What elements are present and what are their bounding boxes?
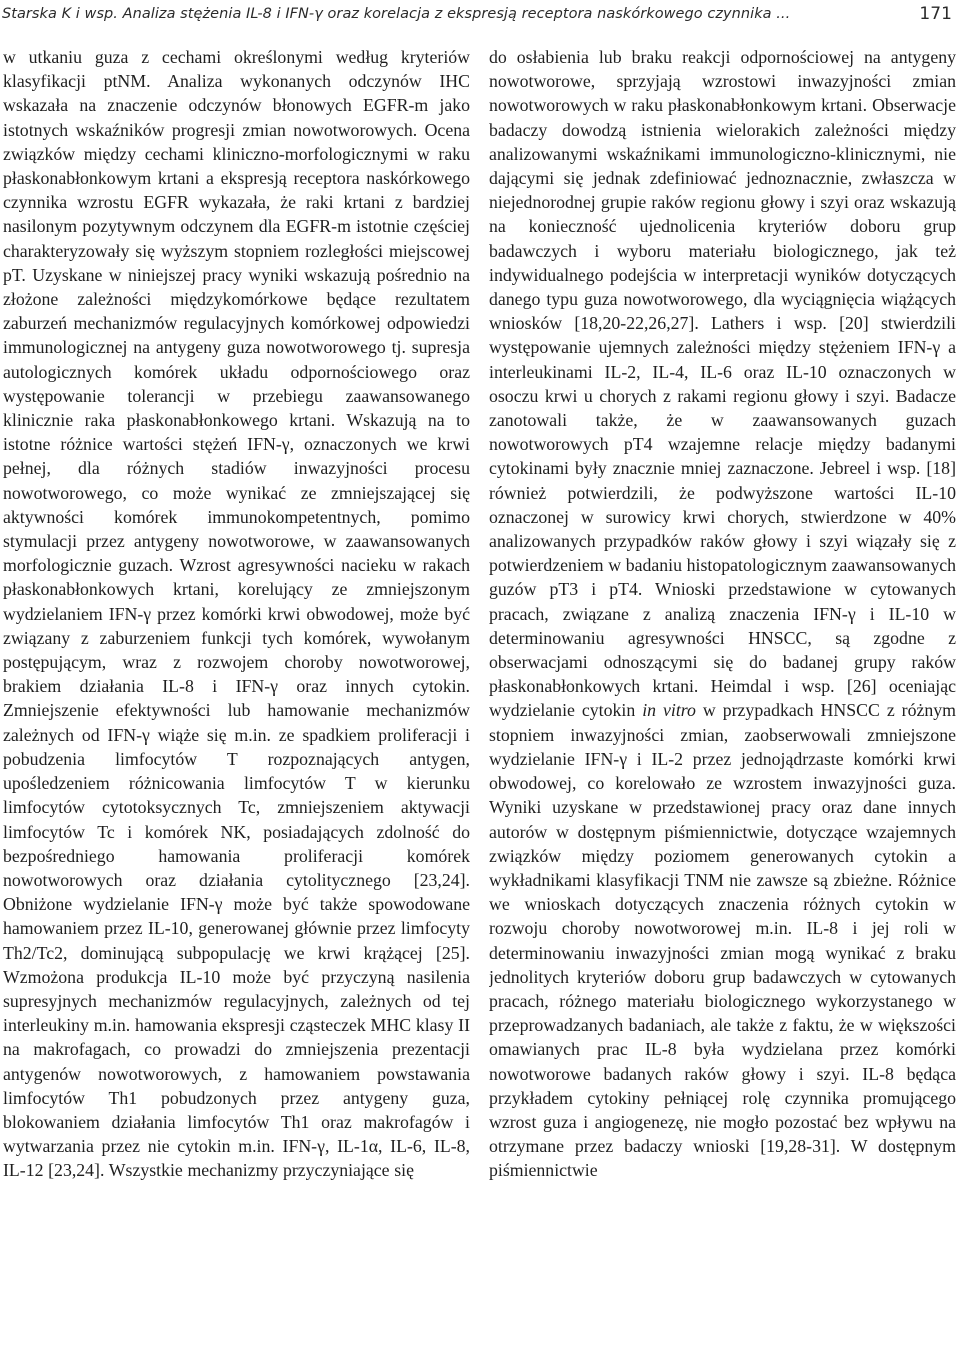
page-number: 171 — [919, 4, 952, 24]
italic-in-vitro: in vitro — [642, 700, 696, 721]
left-column — [3, 45, 470, 1367]
right-text-part-1: do osłabienia lub braku reakcji odpornościowej na antygeny nowotworowe, sprzyjają wzrostowi inwazyjności zmian nowotworowych w raku płaskonabłonkowym krtani. Obserwacje badaczy dowodzą istnienia wielorakich zależności między analizowanymi wskaźnikami immunologiczno-klinicznymi, nie dającymi się jednak zdefiniować jednoznacznie, zwłaszcza w niejednorodnej grupie raków regionu głowy i szyi oraz wskazują na konieczność ujednolicenia kryteriów doboru grup badawczych i wyboru materiału biologicznego, jak też indywidualnego podejścia w interpretacji wyników dotyczących danego typu guza nowotworowego, dla wyciągnięcia wiążących wniosków [18,20-22,26,27]. Lathers i wsp. [20] stwierdzili występowanie ujemnych zależności między stężeniem IFN-γ a interleukinami IL-2, IL-4, IL-6 oraz IL-10 oznaczonych w osoczu krwi u chorych z rakami regionu głowy i szyi. Badacze zanotowali także, że w zaawansowanych guzach nowotworowych pT4 wzajemne relacje między badanymi cytokinami były znacznie mniej zaznaczone. Jebreel i wsp. [18] również potwierdzili, że podwyższone wartości IL-10 oznaczonej w surowicy krwi chorych, stwierdzone w 40% analizowanych przypadków raków głowy i szyi wiązały się z potwierdzeniem w badaniu histopatologicznym zaawansowanych guzów pT3 i pT4. Wnioski przedstawione w cytowanych pracach, związane z analizą znaczenia IFN-γ i IL-10 w determinowaniu agresywności HNSCC, są zgodne z obserwacjami odnoszącymi się do badanej grupy raków płaskonabłonkowych krtani. Heimdal i wsp. [26] oceniając wydzielanie cytokin — [489, 47, 956, 721]
right-text-part-2: w przypadkach HNSCC z różnym stopniem inwazyjności zmian, zaobserwowali zmniejszone wydzielanie IFN-γ i IL-2 przez jednojądrzaste komórki krwi obwodowej, co korelowało ze wzrostem inwazyjności guza. Wyniki uzyskane w przedstawionej pracy oraz dane innych autorów w dostępnym piśmiennictwie, dotyczące wzajemnych związków między poziomem generowanych cytokin a wykładnikami klasyfikacji TNM nie zawsze są zbieżne. Różnice we wnioskach dotyczących znaczenia różnych cytokin w rozwoju choroby nowotworowej m.in. IL-8 i jej roli w determinowaniu inwazyjności zmian mogą wynikać z braku jednolitych kryteriów doboru grup badawczych w cytowanych pracach, różnego materiału biologicznego wykorzystanego w przeprowadzanych badaniach, ale także z faktu, że w większości omawianych prac IL-8 była wydzielana przez komórki nowotworowe badanych raków głowy i szyi. IL-8 będąca przykładem cytokiny pełniącej rolę czynnika promującego wzrost guza i angiogenezę, nie mogło pozostać bez wpływu na otrzymane przez badaczy wnioski [19,28-31]. W dostępnym piśmiennictwie — [489, 700, 956, 1181]
left-column-text: w utkaniu guza z cechami określonymi według kryteriów klasyfikacji ptNM. Analiza wykonanych odczynów IHC wskazała na znaczenie odczynów błonowych EGFR-m jako istotnych wskaźników progresji zmian nowotworowych. Ocena związków między cechami kliniczno-morfologicznymi w raku płaskonabłonkowym krtani a ekspresją receptora naskórkowego czynnika wzrostu EGFR wykazała, że raki krtani z bardziej nasilonym pozytywnym odczynem dla EGFR-m istotnie częściej charakteryzowały się wyższym stopniem rozległości miejscowej pT. Uzyskane w niniejszej pracy wyniki wskazują pośrednio na złożone zależności międzykomórkowe będące rezultatem zaburzeń mechanizmów regulacyjnych komórkowej odpowiedzi immunologicznej na antygeny guza nowotworowego tj. supresja autologicznych komórek układu odpornościowego oraz występowanie tolerancji w przebiegu zaawansowanego klinicznie raka płaskonabłonkowego krtani. Wskazują na to istotne różnice wartości stężeń IFN-γ, oznaczonych we krwi pełnej, dla różnych stadiów inwazyjności procesu nowotworowego, co może wynikać ze zmniejszającej się aktywności komórek immunokompetentnych, pomimo stymulacji przez antygeny nowotworowe, w zaawansowanych morfologicznie guzach. Wzrost agresywności nacieku w rakach płaskonabłonkowych krtani, korelujący ze zmniejszonym wydzielaniem IFN-γ przez komórki krwi obwodowej, może być związany z zaburzeniem funkcji tych komórek, wywołanym postępującym, wraz z rozwojem choroby nowotworowej, brakiem działania IL-8 i IFN-γ oraz innych cytokin. Zmniejszenie efektywności lub hamowanie mechanizmów zależnych od IFN-γ wiąże się m.in. ze spadkiem proliferacji i pobudzenia limfocytów T rozpoznających antygen, upośledzeniem różnicowania limfocytów T w kierunku limfocytów cytotoksycznych Tc, zmniejszeniem aktywacji limfocytów Tc i komórek NK, posiadających zdolność do bezpośredniego hamowania proliferacji komórek nowotworowych oraz działania cytolitycznego [23,24]. Obniżone wydzielanie IFN-γ może być także spowodowane hamowaniem przez IL-10, generowanej głównie przez limfocyty Th2/Tc2, dominującą subpopulację we krwi krążącej [25]. Wzmożona produkcja IL-10 może być przyczyną nasilenia supresyjnych mechanizmów regulacyjnych, zależnych od tej interleukiny m.in. hamowania ekspresji cząsteczek MHC klasy II na makrofagach, co prowadzi do zmniejszenia prezentacji antygenów nowotworowych, z hamowaniem powstawania limfocytów Th1 pobudzonych przez antygeny guza, blokowaniem działania limfocytów Th1 oraz makrofagów i wytwarzania przez nie cytokin m.in. IFN-γ, IL-1α, IL-6, IL-8, IL-12 [23,24]. Wszystkie mechanizmy przyczyniające się — [3, 47, 470, 1181]
running-title: Starska K i wsp. Analiza stężenia IL-8 i IFN-γ oraz korelacja z ekspresją receptora naskórkowego czynnika ... — [2, 6, 791, 22]
right-column-paragraph — [489, 45, 956, 1183]
running-header — [2, 4, 952, 30]
right-column — [489, 45, 956, 1367]
